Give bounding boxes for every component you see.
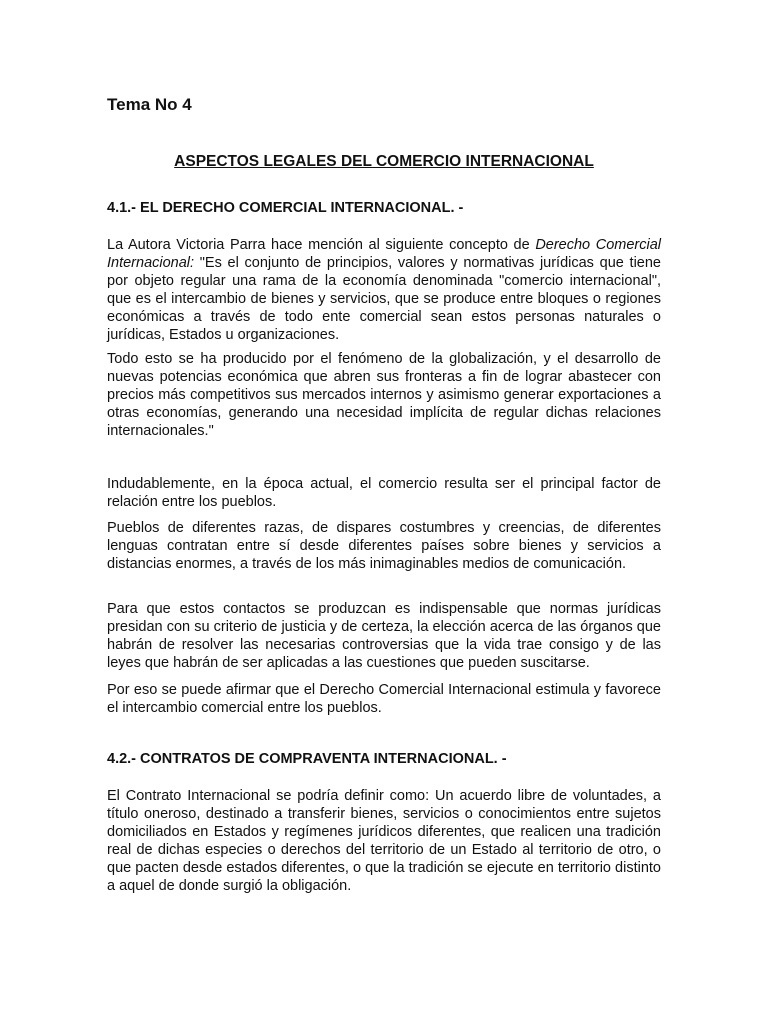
paragraph-definition-term: Derecho Comercial Internacional: — [107, 237, 661, 271]
section-heading-4-2: 4.2.- CONTRATOS DE COMPRAVENTA INTERNACIONAL. - — [107, 751, 507, 767]
topic-title: Tema No 4 — [107, 95, 192, 114]
section-heading-4-1: 4.1.- EL DERECHO COMERCIAL INTERNACIONAL. - — [107, 200, 464, 216]
paragraph-globalization: Todo esto se ha producido por el fenómeno de la globalización, y el desarrollo de nuevas potencias económica que abren sus fronteras a fin de lograr abastecer con precios más competitivos sus mercados internos y asimismo generar exportaciones a otras economías, generando una necesidad implícita de regular dichas relaciones internacionales." — [107, 351, 661, 439]
paragraph-definition-intro: La Autora Victoria Parra hace mención al siguiente concepto de — [107, 237, 536, 253]
paragraph-commerce-factor: Indudablemente, en la época actual, el comercio resulta ser el principal factor de relación entre los pueblos. — [107, 476, 661, 510]
paragraph-definition-quote: "Es el conjunto de principios, valores y normativas jurídicas que tiene por objeto regular una rama de la economía denominada "comercio internacional", que es el intercambio de bienes y servicios, que se produce entre bloques o regiones económicas a través de todo ente comercial sean estos personas naturales o jurídicas, Estados u organizaciones. — [107, 255, 661, 343]
paragraph-contract-definition: El Contrato Internacional se podría definir como: Un acuerdo libre de voluntades, a título oneroso, destinado a transferir bienes, servicios o conocimientos entre sujetos domiciliados en Estados y regímenes jurídicos diferentes, que realicen una tradición real de dichas especies o derechos del territorio de un Estado al territorio de otro, o que pacten desde estados diferentes, o que la tradición se ejecute en territorio distinto a aquel de donde surgió la obligación. — [107, 788, 661, 894]
paragraph-peoples: Pueblos de diferentes razas, de dispares costumbres y creencias, de diferentes lenguas contratan entre sí desde diferentes países sobre bienes y servicios a distancias enormes, a través de los más inimaginables medios de comunicación. — [107, 520, 661, 572]
main-heading: ASPECTOS LEGALES DEL COMERCIO INTERNACIONAL — [174, 153, 594, 170]
paragraph-definition — [107, 236, 661, 344]
paragraph-conclusion: Por eso se puede afirmar que el Derecho Comercial Internacional estimula y favorece el intercambio comercial entre los pueblos. — [107, 682, 661, 716]
paragraph-legal-norms: Para que estos contactos se produzcan es indispensable que normas jurídicas presidan con su criterio de justicia y de certeza, la elección acerca de las órganos que habrán de resolver las necesarias controversias que la vida trae consigo y de las leyes que habrán de ser aplicadas a las cuestiones que pueden suscitarse. — [107, 601, 661, 671]
